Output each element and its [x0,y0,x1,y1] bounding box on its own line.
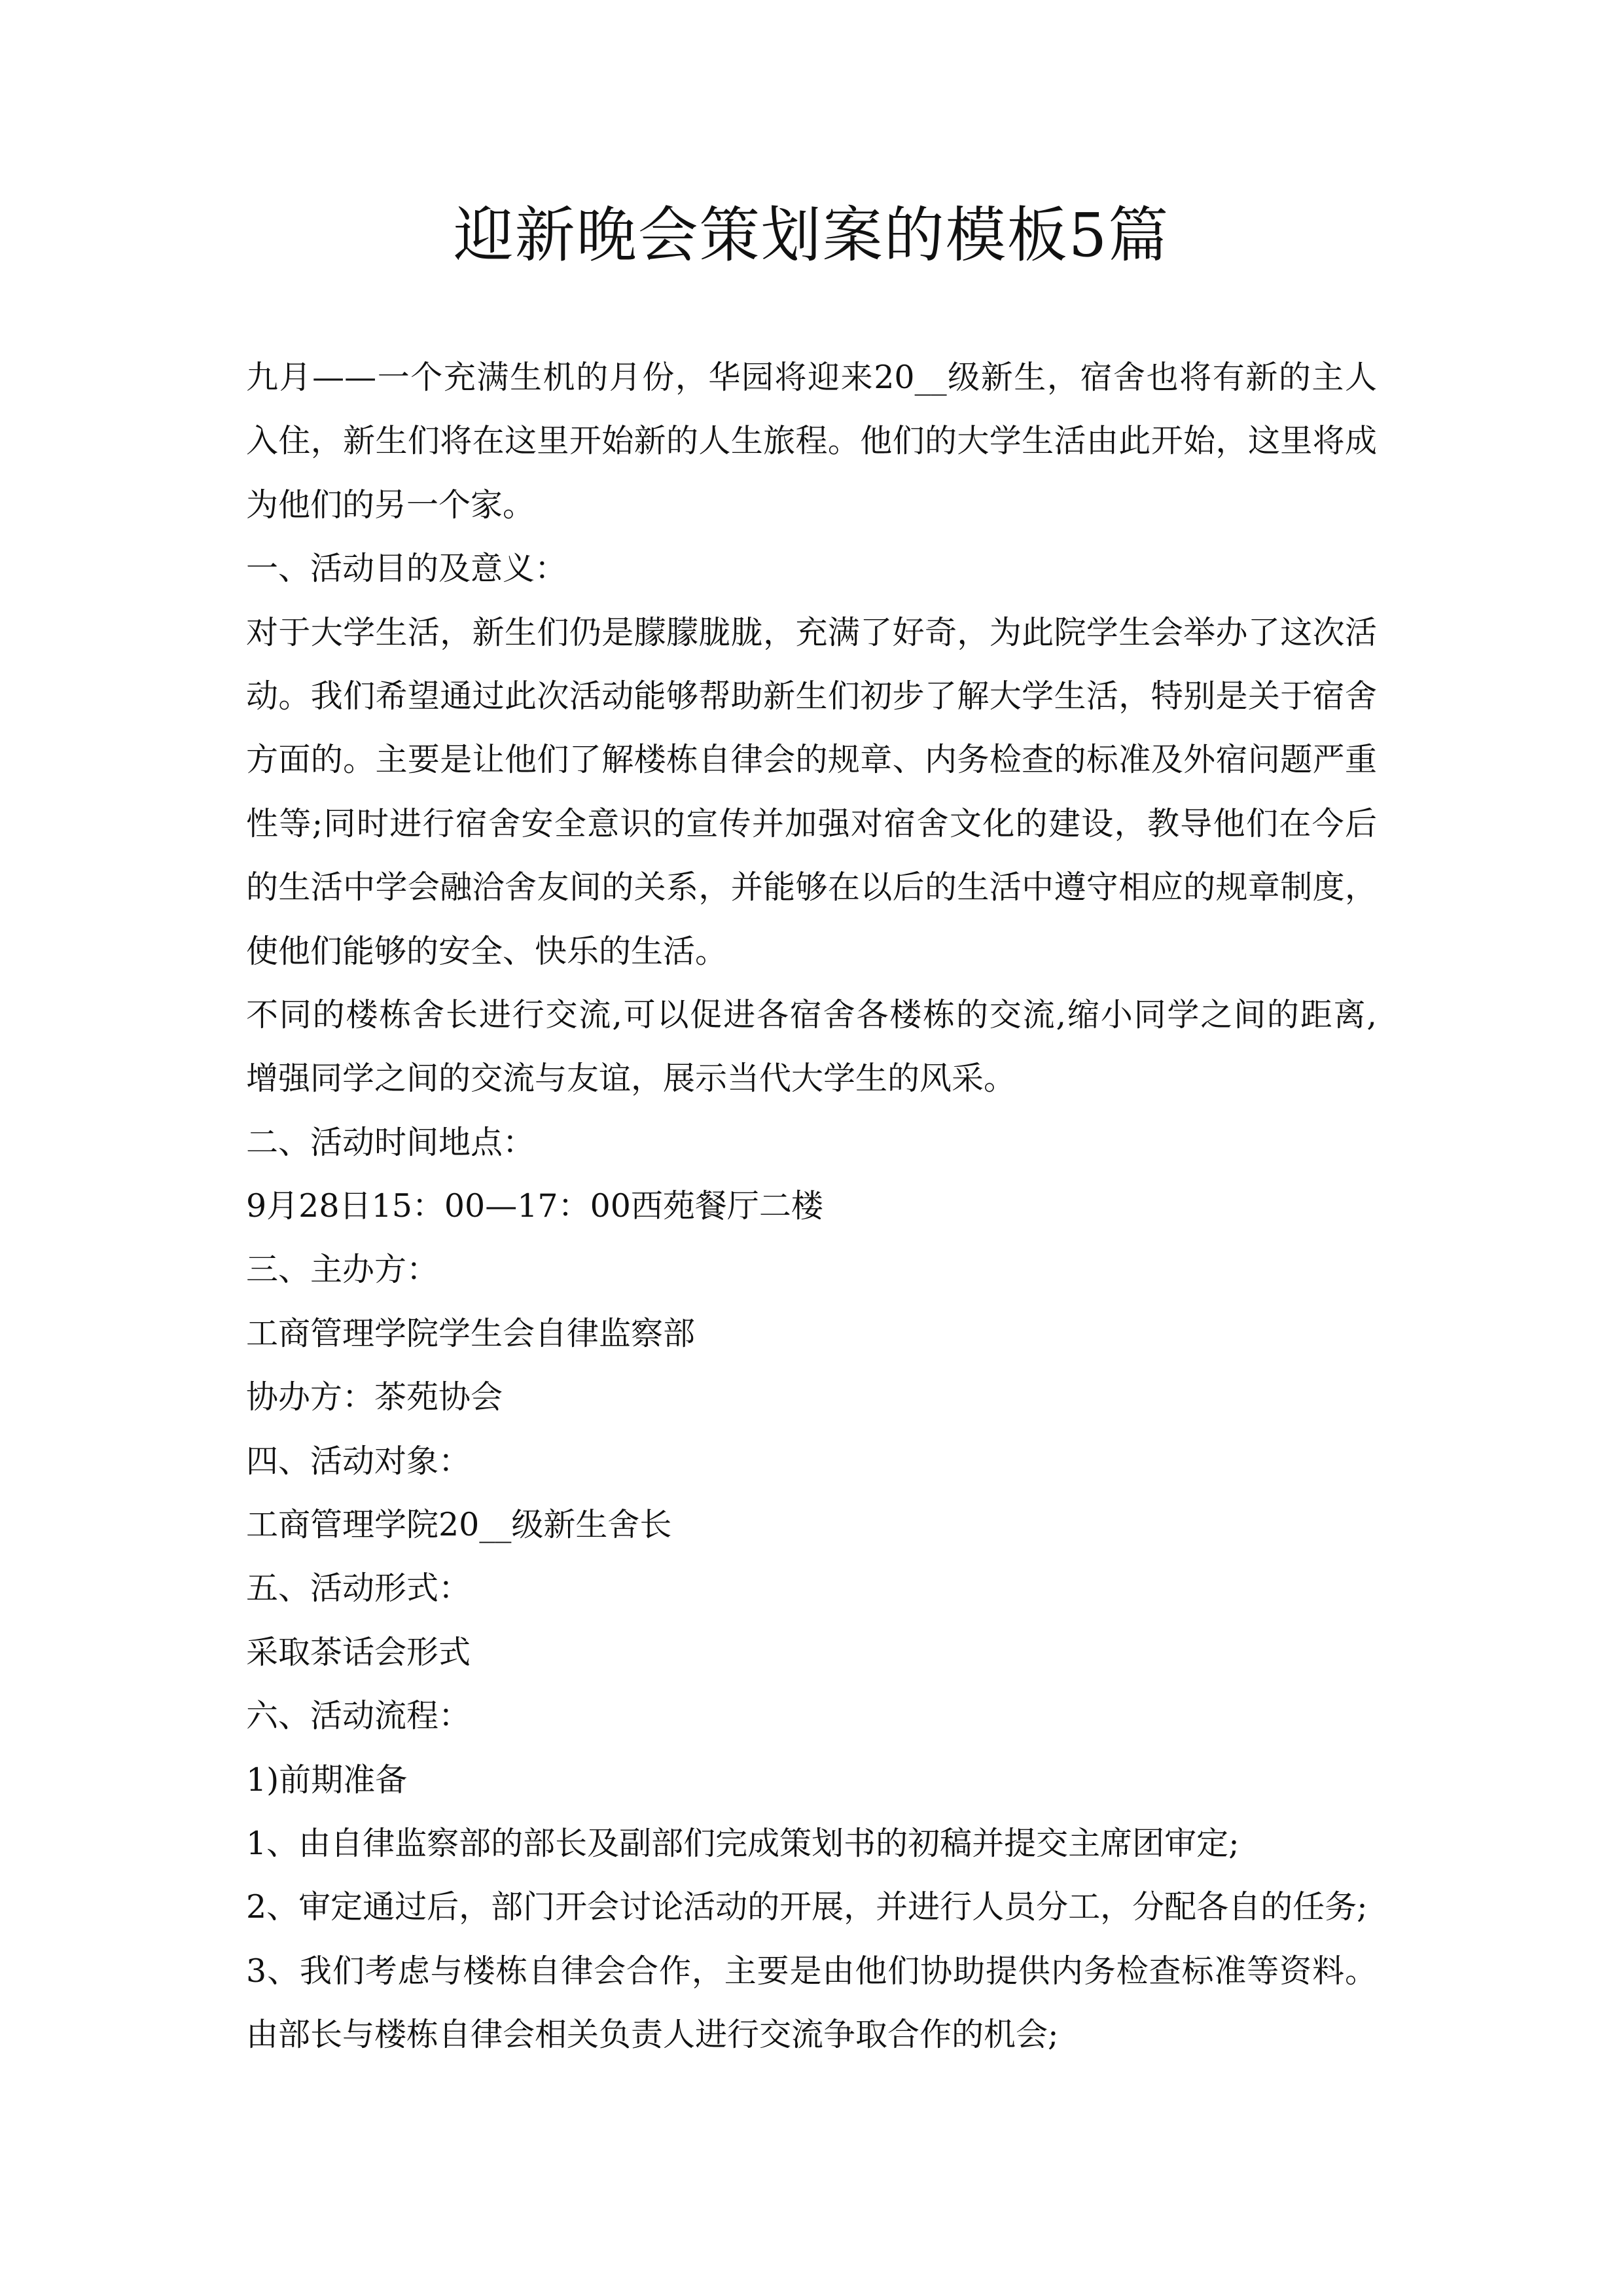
text-line: 协办方：茶苑协会 [246,1378,503,1416]
text-line: 动。我们希望通过此次活动能够帮助新生们初步了解大学生活，特别是关于宿舍 [246,677,1377,715]
text-line: 四、活动对象： [246,1442,471,1480]
text-line: 工商管理学院学生会自律监察部 [246,1314,696,1352]
text-line: 五、活动形式： [246,1570,471,1607]
text-line: 工商管理学院20__级新生舍长 [246,1506,672,1544]
paragraph [246,1429,1377,1493]
document-title: 迎新晚会策划案的模板5篇 [453,200,1170,270]
paragraph [246,1365,1377,1429]
paragraph [246,537,1377,600]
paragraph [246,1493,1377,1556]
paragraph [246,1684,1377,1748]
text-line: 性等;同时进行宿舍安全意识的宣传并加强对宿舍文化的建设，教导他们在今后 [246,804,1377,842]
document-body [246,346,1377,2067]
paragraph [246,1111,1377,1174]
text-line: 1、由自律监察部的部长及副部们完成策划书的初稿并提交主席团审定; [246,1824,1240,1862]
text-line: 采取茶话会形式 [246,1633,471,1671]
paragraph [246,1302,1377,1365]
text-line: 增强同学之间的交流与友谊，展示当代大学生的风采。 [246,1060,1016,1098]
paragraph [246,1621,1377,1684]
paragraph [246,1939,1377,2067]
text-line: 二、活动时间地点： [246,1123,535,1161]
text-line: 1)前期准备 [246,1761,408,1799]
text-line: 不同的楼栋舍长进行交流,可以促进各宿舍各楼栋的交流,缩小同学之间的距离, [246,996,1377,1033]
paragraph [246,1238,1377,1301]
text-line: 对于大学生活，新生们仍是朦朦胧胧，充满了好奇，为此院学生会举办了这次活 [246,613,1377,651]
text-line: 的生活中学会融洽舍友间的关系，并能够在以后的生活中遵守相应的规章制度， [246,869,1377,906]
text-line: 2、审定通过后，部门开会讨论活动的开展，并进行人员分工，分配各自的任务; [246,1888,1368,1926]
text-line: 9月28日15：00—17：00西苑餐厅二楼 [246,1187,823,1225]
paragraph [246,1556,1377,1620]
paragraph [246,346,1377,537]
paragraph [246,983,1377,1111]
text-line: 一、活动目的及意义： [246,550,567,588]
text-line: 入住，新生们将在这里开始新的人生旅程。他们的大学生活由此开始，这里将成 [246,422,1377,460]
paragraph [246,1174,1377,1238]
text-line: 九月——一个充满生机的月份，华园将迎来20__级新生，宿舍也将有新的主人 [246,359,1377,396]
text-line: 方面的。主要是让他们了解楼栋自律会的规章、内务检查的标准及外宿问题严重 [246,741,1377,779]
paragraph [246,601,1377,983]
paragraph [246,1875,1377,1939]
text-line: 使他们能够的安全、快乐的生活。 [246,932,728,970]
text-line: 3、我们考虑与楼栋自律会合作，主要是由他们协助提供内务检查标准等资料。 [246,1952,1377,1990]
text-line: 六、活动流程： [246,1697,471,1735]
text-line: 三、主办方： [246,1251,439,1289]
paragraph [246,1748,1377,1812]
paragraph [246,1812,1377,1875]
text-line: 由部长与楼栋自律会相关负责人进行交流争取合作的机会; [246,2016,1059,2054]
text-line: 为他们的另一个家。 [246,486,535,524]
